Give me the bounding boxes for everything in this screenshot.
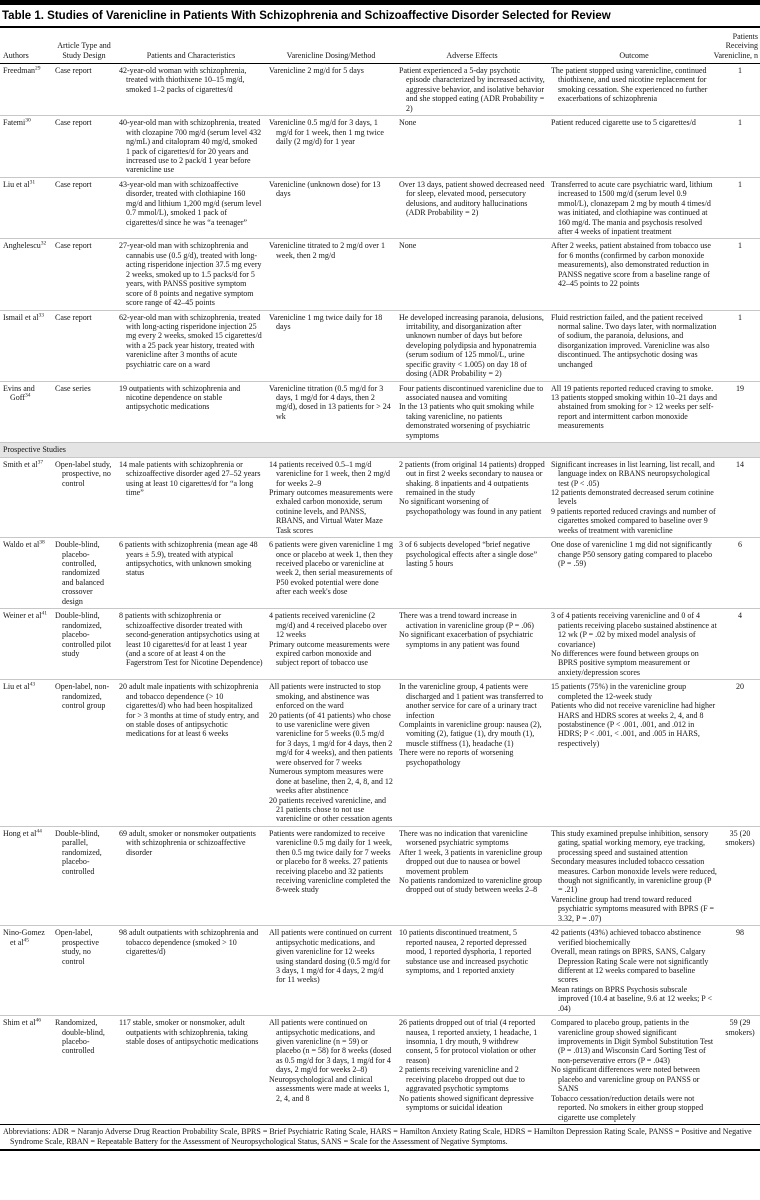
dosing-cell-paragraph: Varenicline 2 mg/d for 5 days [269, 66, 364, 75]
study-design-cell [52, 1016, 116, 1125]
study-design-cell-paragraph: Randomized, double-blind, placebo-controlled [55, 1018, 105, 1056]
outcome-cell-paragraph: 9 patients reported reduced cravings and number of cigarettes smoked compared to baseline over 9 weeks of treatment with varenicline [551, 506, 716, 535]
author-cell [0, 381, 52, 443]
dosing-cell-paragraph: All patients were continued on antipsychotic medications, and given varenicline (n = 59) or placebo (n = 58) for 8 weeks (dosed as 0.5 mg/d for 3 days, 1 mg/d for 4 days, 2 mg/d for weeks 2–8) [269, 1018, 392, 1075]
adverse-effects-cell [396, 609, 548, 680]
author-cell [0, 538, 52, 609]
adverse-effects-cell [396, 177, 548, 239]
author-name: Nino-Gomez et $al^{45}$ [3, 928, 45, 947]
dosing-cell [266, 310, 396, 381]
outcome-cell [548, 680, 720, 827]
dosing-cell-paragraph: Varenicline 0.5 mg/d for 3 days, 1 mg/d for 1 week, then 1 mg twice daily (2 mg/d) for 1 year [269, 118, 384, 147]
reference-superscript: 41 [41, 610, 47, 617]
adverse-effects-cell [396, 926, 548, 1016]
adverse-effects-cell [396, 826, 548, 925]
patients-receiving-n-cell: 59 (29 smokers) [720, 1016, 760, 1125]
section-header-label: Prospective Studies [0, 443, 760, 457]
dosing-cell [266, 609, 396, 680]
patients-cell [116, 826, 266, 925]
table-row [0, 457, 760, 538]
adverse-effects-cell-paragraph: No significant exacerbation of psychiatric symptoms in any patient was found [399, 630, 534, 649]
bottom-rule [0, 1149, 760, 1153]
outcome-cell [548, 826, 720, 925]
dosing-cell-paragraph: Numerous symptom measures were done at baseline, then 2, 4, 8, and 12 weeks after abstinence [269, 767, 393, 796]
outcome-cell-paragraph: After 2 weeks, patient abstained from tobacco use for 6 months (confirmed by carbon monoxide measurements), also demonstrated reduction in PANSS negative score from a baseline range of 42–45 points to 22 points [551, 241, 711, 289]
patients-cell-paragraph: 43-year-old man with schizoaffective disorder, treated with clothiapine 160 mg/d and lithium 1,200 mg/d (serum level 0.7 mmol/L), smoked 1 pack of cigarettes/d since he was “a teenager” [119, 179, 262, 227]
outcome-cell-paragraph: 13 patients stopped smoking within 10–21 days and abstained from smoking for > 12 weeks per self-report and intermittent carbon monoxide measurements [551, 393, 717, 431]
reference-superscript: 32 [40, 240, 47, 247]
dosing-cell-paragraph: Neuropsychological and clinical assessments were made at weeks 1, 2, 4, and 8 [269, 1074, 390, 1103]
study-design-cell-paragraph: Double-blind, placebo-controlled, randomized and balanced crossover design [55, 540, 104, 606]
table-row [0, 926, 760, 1016]
patients-cell-paragraph: 6 patients with schizophrenia (mean age 48 years ± 5.9), treated with atypical antipsychotics, with unknown smoking status [119, 540, 258, 578]
study-design-cell-paragraph: Case report [55, 179, 92, 189]
patients-cell [116, 680, 266, 827]
author-cell [0, 64, 52, 116]
outcome-cell-paragraph: Overall, mean ratings on BPRS, SANS, Calgary Depression Rating Scale were not significantly different at 12 weeks compared to baseline scores [551, 947, 709, 985]
patients-cell [116, 239, 266, 310]
dosing-cell [266, 680, 396, 827]
author-cell [0, 609, 52, 680]
table-row [0, 310, 760, 381]
author-cell [0, 239, 52, 310]
dosing-cell-paragraph: 20 patients (of 41 patients) who chose to use varenicline were given varenicline for 5 weeks (0.5 mg/d for 3 days, 1 mg/d for 4 days, then 2 mg/d for 4 weeks), and then patients were observed for 7 weeks [269, 710, 393, 767]
author-name: Weiner et $al^{41}$ [3, 610, 47, 621]
outcome-cell-paragraph: Compared to placebo group, patients in the varenicline group showed significant improvements in Digit Symbol Substitution Test (P = .013) and Wisconsin Card Sorting Test of non-perseverative errors (P = .043) [551, 1018, 714, 1065]
adverse-effects-cell [396, 239, 548, 310]
reference-superscript: 46 [35, 1017, 41, 1024]
author-cell [0, 116, 52, 178]
outcome-cell-paragraph: Significant increases in list learning, list recall, and language index on RBANS neuropsychological test (P < .05) [551, 459, 715, 488]
patients-cell [116, 1016, 266, 1125]
patients-receiving-n-cell: 1 [720, 116, 760, 178]
patients-receiving-n-cell: 6 [720, 538, 760, 609]
patients-cell-paragraph: 8 patients with schizophrenia or schizoaffective disorder treated with second-generation antipsychotics using at least 10 cigarettes/d for at least 1 year (and a score of at least 4 on the Fagerstrom Test for Nicotine Dependence) [119, 611, 263, 668]
adverse-effects-cell-paragraph: There were no reports of worsening psychopathology [399, 748, 514, 767]
outcome-cell [548, 381, 720, 443]
outcome-cell-paragraph: No differences were found between groups on BPRS positive symptom measurement or anxiety/depression scores [551, 648, 699, 677]
table-row [0, 116, 760, 178]
adverse-effects-cell [396, 1016, 548, 1125]
patients-cell [116, 609, 266, 680]
reference-superscript: 43 [29, 681, 36, 688]
patients-cell-paragraph: 20 adult male inpatients with schizophrenia and tobacco dependence (> 10 cigarettes/d) who had been hospitalized for > 3 months at time of study entry, and on stable doses of antipsychotic medications for at least 6 weeks [119, 682, 259, 739]
outcome-cell [548, 310, 720, 381]
patients-cell [116, 538, 266, 609]
author-cell [0, 457, 52, 538]
author-name: Smith et $al^{37}$ [3, 458, 44, 469]
adverse-effects-cell-paragraph: Patient experienced a 5-day psychotic episode characterized by increased activity, aggressive behavior, and isolative behavior and she stopped eating (ADR Probability = 2) [399, 66, 545, 113]
outcome-cell [548, 116, 720, 178]
author-cell [0, 1016, 52, 1125]
reference-superscript: 44 [36, 828, 42, 835]
study-design-cell [52, 457, 116, 538]
patients-cell-paragraph: 69 adult, smoker or nonsmoker outpatients with schizophrenia or schizoaffective disorder [119, 828, 256, 857]
adverse-effects-cell-paragraph: There was no indication that varenicline worsened psychiatric symptoms [399, 828, 528, 848]
table-body [0, 64, 760, 1125]
adverse-effects-cell-paragraph: 2 patients receiving varenicline and 2 receiving placebo dropped out due to aggravated psychotic symptoms [399, 1065, 525, 1094]
patients-receiving-n-cell: 1 [720, 310, 760, 381]
table-row [0, 609, 760, 680]
study-design-cell [52, 64, 116, 116]
adverse-effects-cell-paragraph: Over 13 days, patient showed decreased need for sleep, elevated mood, persecutory delusions, and auditory hallucinations (ADR Probability = 2) [399, 179, 545, 218]
study-design-cell [52, 826, 116, 925]
outcome-cell-paragraph: This study examined prepulse inhibition, sensory gating, spatial working memory, eye tracking, processing speed and sustained attention [551, 828, 709, 857]
dosing-cell-paragraph: 20 patients received varenicline, and 21 patients chose to not use varenicline or other cessation agents [269, 795, 393, 824]
outcome-cell-paragraph: 42 patients (43%) achieved tobacco abstinence verified biochemically [551, 928, 701, 947]
patients-receiving-n-cell: 35 (20 smokers) [720, 826, 760, 925]
patients-cell-paragraph: 117 stable, smoker or nonsmoker, adult outpatients with schizophrenia, taking stable doses of antipsychotic medications [119, 1018, 259, 1046]
table-row [0, 64, 760, 116]
dosing-cell [266, 177, 396, 239]
study-design-cell-paragraph: Open-label, non-randomized, control group [55, 682, 110, 711]
patients-cell-paragraph: 27-year-old man with schizophrenia and cannabis use (0.5 g/d), treated with long-acting risperidone injection 37.5 mg every 2 weeks, smoked up to 1.5 packs/d for 5 years, with PANSS positive symptom score of 8 points and negative symptom score range of 42–45 points [119, 241, 262, 308]
outcome-cell-paragraph: All 19 patients reported reduced craving to smoke. [551, 383, 714, 393]
reference-superscript: 34 [24, 392, 31, 399]
adverse-effects-cell [396, 310, 548, 381]
study-design-cell-paragraph: Case report [55, 66, 92, 75]
outcome-cell [548, 1016, 720, 1125]
dosing-cell [266, 239, 396, 310]
study-design-cell [52, 239, 116, 310]
study-design-cell [52, 926, 116, 1016]
dosing-cell-paragraph: 14 patients received 0.5–1 mg/d varenicline for 1 week, then 2 mg/d for weeks 2–9 [269, 459, 390, 488]
patients-cell-paragraph: 42-year-old woman with schizophrenia, treated with thiothixene 10–15 mg/d, smoked 1–2 packs of cigarettes/d [119, 66, 247, 94]
author-name: Fatemi$^{30}$ [3, 117, 31, 128]
col-header-adverse: Adverse Effects [396, 28, 548, 64]
study-design-cell-paragraph: Case report [55, 241, 92, 251]
table-header [0, 28, 760, 64]
patients-cell-paragraph: 19 outpatients with schizophrenia and nicotine dependence on stable antipsychotic medications [119, 383, 241, 412]
dosing-cell [266, 538, 396, 609]
col-header-patients: Patients and Characteristics [116, 28, 266, 64]
patients-cell-paragraph: 40-year-old man with schizophrenia, treated with clozapine 700 mg/d (serum level 432 ng/mL) and citalopram 40 mg/d, smoked 1 pack of cigarettes/d for 20 years and increased use to 2 pack/d 1 year before varenicline use [119, 118, 262, 175]
adverse-effects-cell-paragraph: No patients randomized to varenicline group dropped out of study between weeks 2–8 [399, 876, 542, 895]
outcome-cell-paragraph: Fluid restriction failed, and the patient received normal saline. Two days later, with normalization of sodium, the paranoia, delusions, and disorganization improved. Varenicline was also discontinued. The antipsychotic dosing was unchanged [551, 312, 717, 369]
table-row [0, 239, 760, 310]
outcome-cell-paragraph: Varenicline group had trend toward reduced psychiatric symptoms measured with BPRS (F = 3.32, P = .07) [551, 894, 715, 923]
study-design-cell [52, 310, 116, 381]
outcome-cell-paragraph: 3 of 4 patients receiving varenicline and 0 of 4 patients receiving placebo sustained abstinence at 12 wk (P = .02 by mixed model analysis of covariance) [551, 611, 717, 649]
table-row [0, 381, 760, 443]
author-name: Evins and Goff$^{34}$ [3, 383, 35, 402]
outcome-cell-paragraph: Mean ratings on BPRS Psychosis subscale improved (10.4 at baseline, 9.6 at 12 weeks; P < .04) [551, 984, 712, 1013]
patients-receiving-n-cell: 14 [720, 457, 760, 538]
patients-receiving-n-cell: 4 [720, 609, 760, 680]
author-name: Waldo et $al^{38}$ [3, 539, 45, 550]
adverse-effects-cell-paragraph: None [399, 241, 417, 251]
patients-receiving-n-cell: 19 [720, 381, 760, 443]
table-row [0, 538, 760, 609]
col-header-outcome: Outcome [548, 28, 720, 64]
patients-receiving-n-cell: 1 [720, 239, 760, 310]
outcome-cell-paragraph: Patient reduced cigarette use to 5 cigarettes/d [551, 118, 696, 128]
dosing-cell-paragraph: 4 patients received varenicline (2 mg/d) and 4 received placebo over 12 weeks [269, 611, 387, 640]
patients-cell [116, 381, 266, 443]
adverse-effects-cell-paragraph: 10 patients discontinued treatment, 5 reported nausea, 2 reported depressed mood, 1 reported dysphoria, 1 reported substance use and increased psychotic symptoms, and 1 reported anxiety [399, 928, 532, 975]
study-design-cell-paragraph: Case series [55, 383, 91, 393]
study-design-cell [52, 680, 116, 827]
outcome-cell [548, 64, 720, 116]
col-header-n-label: Patients Receiving Varenicline, n [713, 31, 758, 60]
dosing-cell-paragraph: 6 patients were given varenicline 1 mg once or placebo at week 1, then they received placebo or varenicline at week 2, then serial measurements of P50 evoked potential were done after each week's dose [269, 540, 393, 597]
adverse-effects-cell [396, 538, 548, 609]
dosing-cell-paragraph: Varenicline titrated to 2 mg/d over 1 week, then 2 mg/d [269, 241, 385, 260]
author-cell [0, 680, 52, 827]
top-rule [0, 0, 760, 5]
author-cell [0, 177, 52, 239]
outcome-cell-paragraph: 15 patients (75%) in the varenicline group completed the 12-week study [551, 682, 687, 701]
reference-superscript: 33 [38, 311, 45, 318]
adverse-effects-cell-paragraph: In the 13 patients who quit smoking while taking varenicline, no patients demonstrated worsening of psychiatric symptoms [399, 402, 534, 440]
patients-cell-paragraph: 62-year-old man with schizophrenia, treated with long-acting risperidone injection 25 mg every 2 weeks, smoked 15 cigarettes/d with a 25 pack year history, treated with varenicline after 3 months of acute psychiatric care on a ward [119, 312, 262, 369]
study-design-cell-paragraph: Double-blind, randomized, placebo-controlled pilot study [55, 611, 112, 658]
adverse-effects-cell [396, 457, 548, 538]
study-design-cell [52, 609, 116, 680]
adverse-effects-cell-paragraph: In the varenicline group, 4 patients were discharged and 1 patient was transferred to another service for care of a urinary tract infection [399, 682, 544, 720]
table-row [0, 177, 760, 239]
author-name: Hong et $al^{44}$ [3, 828, 42, 838]
adverse-effects-cell-paragraph: 3 of 6 subjects developed “brief negative psychological effects after a single dose” lasting 5 hours [399, 540, 538, 568]
adverse-effects-cell-paragraph: He developed increasing paranoia, delusions, irritability, and disorganization after unknown number of days but before developing polydipsia and hyponatremia (serum sodium of 125 mmol/L, urine specific gravity < 1.005) on day 18 of dosing (ADR Probability = 2) [399, 312, 544, 379]
author-cell [0, 310, 52, 381]
dosing-cell [266, 457, 396, 538]
outcome-cell [548, 926, 720, 1016]
outcome-cell-paragraph: No significant differences were noted between placebo and varenicline group on PANSS or SANS [551, 1065, 700, 1094]
reference-superscript: 38 [39, 539, 45, 546]
adverse-effects-cell [396, 64, 548, 116]
study-design-cell-paragraph: Case report [55, 312, 92, 322]
dosing-cell-paragraph: Primary outcome measurements were expired carbon monoxide and subject report of tobacco use [269, 639, 390, 668]
patients-cell [116, 926, 266, 1016]
reference-superscript: 45 [23, 936, 30, 943]
dosing-cell [266, 826, 396, 925]
patients-cell [116, 177, 266, 239]
author-name: Freedman$^{29}$ [3, 65, 41, 75]
patients-cell [116, 457, 266, 538]
author-name: Anghelescu$^{32}$ [3, 240, 47, 251]
abbreviations-footnote: Abbreviations: ADR = Naranjo Adverse Drug Reaction Probability Scale, BPRS = Brief Psychiatric Rating Scale, HARS = Hamilton Anxiety Rating Scale, HDRS = Hamilton Depression Rating Scale, PANSS = Positive and Negative Syndrome Scale, RBAN = Repeatable Battery for the Assessment of Neuropsychological Status, SANS = Scale for the Assessment of Negative Symptoms. [3, 1126, 752, 1146]
reference-superscript: 29 [35, 65, 41, 72]
adverse-effects-cell-paragraph: There was a trend toward increase in activation in varenicline group (P = .06) [399, 611, 534, 630]
author-name: Ismail et $al^{33}$ [3, 311, 45, 322]
reference-superscript: 31 [29, 179, 36, 186]
outcome-cell-paragraph: Tobacco cessation/reduction details were not reported. No smokers in either group stopped cigarette use completely [551, 1093, 704, 1122]
section-header-row [0, 443, 760, 457]
dosing-cell-paragraph: All patients were instructed to stop smoking, and abstinence was enforced on the ward [269, 682, 381, 711]
patients-receiving-n-cell: 1 [720, 177, 760, 239]
table-title: Table 1. Studies of Varenicline in Patients With Schizophrenia and Schizoaffective Disorder Selected for Review [2, 10, 611, 22]
outcome-cell [548, 239, 720, 310]
studies-table [0, 28, 760, 1125]
outcome-cell [548, 177, 720, 239]
adverse-effects-cell-paragraph: Four patients discontinued varenicline due to associated nausea and vomiting [399, 383, 544, 402]
adverse-effects-cell-paragraph: No patients showed significant depressive symptoms or suicidal ideation [399, 1093, 534, 1113]
outcome-cell [548, 609, 720, 680]
col-header-n [713, 28, 760, 64]
adverse-effects-cell [396, 116, 548, 178]
adverse-effects-cell-paragraph: 26 patients dropped out of trial (4 reported nausea, 1 reported anxiety, 1 headache, 1 insomnia, 1 dry mouth, 9 withdrew consent, 5 for protocol violation or other reason) [399, 1018, 538, 1065]
author-name: Liu et $al^{31}$ [3, 179, 36, 189]
adverse-effects-cell-paragraph: 2 patients (from original 14 patients) dropped out in first 2 weeks secondary to nausea or shaking. 8 inpatients and 4 outpatients remained in the study [399, 459, 545, 497]
dosing-cell-paragraph: Varenicline 1 mg twice daily for 18 days [269, 312, 383, 331]
outcome-cell [548, 538, 720, 609]
author-name: Shim et $al^{46}$ [3, 1017, 41, 1028]
patients-cell-paragraph: 14 male patients with schizophrenia or schizoaffective disorder aged 27–52 years using at least 10 cigarettes/d for “a long time” [119, 459, 261, 497]
study-design-cell-paragraph: Open-label study, prospective, no control [55, 459, 112, 488]
dosing-cell [266, 1016, 396, 1125]
patients-receiving-n-cell: 1 [738, 66, 742, 75]
study-design-cell-paragraph: Case report [55, 118, 92, 128]
study-design-cell [52, 116, 116, 178]
dosing-cell [266, 381, 396, 443]
study-design-cell [52, 177, 116, 239]
reference-superscript: 37 [37, 458, 44, 465]
dosing-cell [266, 926, 396, 1016]
study-design-cell-paragraph: Open-label, prospective study, no control [55, 928, 99, 966]
patients-receiving-n-cell: 98 [720, 926, 760, 1016]
patients-receiving-n-cell: 20 [720, 680, 760, 827]
study-design-cell [52, 538, 116, 609]
adverse-effects-cell-paragraph: Complaints in varenicline group: nausea (2), vomiting (2), fatigue (1), dry mouth (1), muscle stiffness (1), headache (1) [399, 720, 542, 748]
reference-superscript: 30 [25, 117, 31, 124]
outcome-cell-paragraph: One dose of varenicline 1 mg did not significantly change P50 sensory gating compared to placebo (P = .59) [551, 540, 713, 568]
outcome-cell-paragraph: Patients who did not receive varenicline had higher HARS and HDRS scores at weeks 2, 4, and 8 postabstinence (P < .001, .001, and .012 in HDRS; P < .001, < .001, and .005 in HARS, respectively) [551, 701, 716, 748]
patients-cell [116, 116, 266, 178]
dosing-cell [266, 64, 396, 116]
adverse-effects-cell [396, 381, 548, 443]
outcome-cell-paragraph: 12 patients demonstrated decreased serum cotinine levels [551, 487, 714, 507]
table-row [0, 1016, 760, 1125]
patients-cell [116, 64, 266, 116]
author-name: Liu et $al^{43}$ [3, 681, 36, 692]
adverse-effects-cell-paragraph: No significant worsening of psychopathology was found in any patient [399, 497, 542, 516]
study-design-cell-paragraph: Double-blind, parallel, randomized, placebo-controlled [55, 828, 102, 876]
table-row [0, 680, 760, 827]
dosing-cell-paragraph: All patients were continued on current antipsychotic medications, and given varenicline for 12 weeks using standard dosing (0.5 mg/d for 3 days, 1 mg/d for 4 days, 2 mg/d for 11 weeks) [269, 928, 392, 985]
dosing-cell [266, 116, 396, 178]
table-row [0, 826, 760, 925]
dosing-cell-paragraph: Patients were randomized to receive varenicline 0.5 mg daily for 1 week, then 0.5 mg twice daily for 7 weeks or placebo for 8 weeks. 27 patients receiving placebo and 32 patients receiving varenicline completed the 8-week study [269, 828, 392, 895]
adverse-effects-cell-paragraph: After 1 week, 3 patients in varenicline group dropped out due to nausea or bowel movement problem [399, 847, 543, 876]
outcome-cell-paragraph: Secondary measures included tobacco cessation measures. Carbon monoxide levels were reduced, though not significantly, in varenicline group (P = .21) [551, 857, 717, 895]
study-design-cell [52, 381, 116, 443]
outcome-cell-paragraph: The patient stopped using varenicline, continued thiothixene, and used nicotine replacement for smoking cessation. She experienced no further exacerbations of schizophrenia [551, 66, 708, 104]
adverse-effects-cell [396, 680, 548, 827]
col-header-authors: Authors [0, 28, 52, 64]
outcome-cell-paragraph: Transferred to acute care psychiatric ward, lithium increased to 1500 mg/d (serum level 0.9 mmol/L), clonazepam 2 mg by mouth 4 times/d was initiated, and clothiapine was continued at 160 mg/d. The mania and psychosis resolved after 4 weeks of inpatient treatment [551, 179, 713, 236]
author-cell [0, 826, 52, 925]
dosing-cell-paragraph: Varenicline (unknown dose) for 13 days [269, 179, 381, 199]
dosing-cell-paragraph: Varenicline titration (0.5 mg/d for 3 days, 1 mg/d for 4 days, then 2 mg/d), dosed in 13 patients for > 24 wk [269, 383, 391, 421]
patients-cell-paragraph: 98 adult outpatients with schizophrenia and tobacco dependence (smoked > 10 cigarettes/d) [119, 928, 259, 957]
dosing-cell-paragraph: Primary outcomes measurements were exhaled carbon monoxide, serum cotinine levels, and PANSS, RBANS, and Virtual Water Maze Task scores [269, 487, 393, 535]
outcome-cell [548, 457, 720, 538]
patients-cell [116, 310, 266, 381]
adverse-effects-cell-paragraph: None [399, 118, 417, 128]
col-header-design: Article Type and Study Design [52, 28, 116, 64]
author-cell [0, 926, 52, 1016]
col-header-dosing: Varenicline Dosing/Method [266, 28, 396, 64]
